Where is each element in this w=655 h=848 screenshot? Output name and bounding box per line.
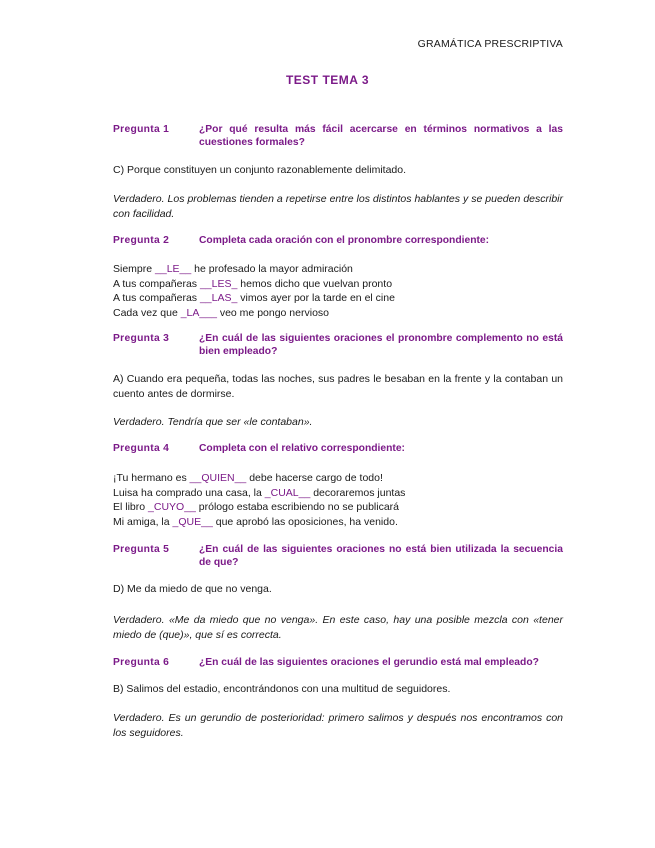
question-heading — [113, 332, 563, 358]
question-text: ¿En cuál de las siguientes oraciones el pronombre complemento no está bien empleado? — [199, 333, 563, 357]
line-suffix: vimos ayer por la tarde en el cine — [237, 292, 395, 304]
line-suffix: debe hacerse cargo de todo! — [246, 472, 383, 484]
fill-in-line — [113, 262, 563, 277]
fill-in-line — [113, 291, 563, 306]
question-text: Completa con el relativo correspondiente: — [199, 443, 405, 454]
line-prefix: El libro — [113, 501, 149, 513]
explanation-6: Verdadero. Es un gerundio de posterioridad: primero salimos y después nos encontramos con los seguidores. — [113, 712, 563, 739]
question-3 — [113, 332, 563, 358]
question-5 — [113, 543, 563, 569]
line-prefix: A tus compañeras — [113, 292, 200, 304]
line-prefix: Luisa ha comprado una casa, la — [113, 486, 265, 499]
question-4 — [113, 442, 563, 455]
filled-blank: _LA___ — [180, 306, 217, 319]
question-text: ¿En cuál de las siguientes oraciones no está bien utilizada la secuencia de que? — [199, 544, 563, 568]
answer-3: A) Cuando era pequeña, todas las noches, sus padres le besaban en la frente y la contaban un cuento antes de dormirse. — [113, 373, 563, 400]
line-suffix: prólogo estaba escribiendo no se publicará — [195, 501, 400, 513]
question-heading — [113, 442, 563, 455]
question-2 — [113, 234, 563, 247]
question-number: Pregunta 4 — [113, 443, 170, 454]
line-suffix: veo me pongo nervioso — [216, 306, 329, 319]
question-heading — [113, 656, 563, 669]
filled-blank: __LE__ — [155, 263, 192, 275]
filled-blank: _CUYO__ — [148, 501, 196, 513]
fill-in-list-4 — [113, 471, 563, 529]
question-1 — [113, 123, 563, 149]
fill-in-line — [113, 306, 563, 321]
fill-in-line — [113, 500, 563, 515]
document-title: TEST TEMA 3 — [285, 73, 370, 87]
page-header-title: GRAMÁTICA PRESCRIPTIVA — [417, 38, 563, 50]
answer-5: D) Me da miedo de que no venga. — [113, 583, 272, 595]
line-prefix: A tus compañeras — [113, 277, 200, 290]
line-prefix: Siempre — [113, 263, 156, 275]
explanation-5: Verdadero. «Me da miedo que no venga». En este caso, hay una posible mezcla con «tener miedo de (que)», que sí es correcta. — [113, 614, 563, 641]
line-suffix: decoraremos juntas — [310, 486, 406, 499]
explanation-3: Verdadero. Tendría que ser «le contaban». — [113, 416, 313, 428]
answer-1: C) Porque constituyen un conjunto razonablemente delimitado. — [113, 164, 407, 176]
question-number: Pregunta 5 — [113, 544, 170, 555]
fill-in-list-2 — [113, 262, 563, 320]
filled-blank: __LAS_ — [199, 292, 238, 304]
filled-blank: _QUE__ — [172, 515, 213, 528]
question-heading — [113, 123, 563, 149]
question-text: Completa cada oración con el pronombre correspondiente: — [199, 235, 490, 246]
answer-6: B) Salimos del estadio, encontrándonos con una multitud de seguidores. — [113, 683, 451, 695]
fill-in-line — [113, 515, 563, 530]
line-suffix: que aprobó las oposiciones, ha venido. — [212, 515, 398, 528]
question-number: Pregunta 6 — [113, 657, 170, 668]
line-suffix: he profesado la mayor admiración — [191, 263, 353, 275]
filled-blank: _CUAL__ — [264, 486, 311, 499]
filled-blank: __QUIEN__ — [189, 472, 247, 484]
explanation-1: Verdadero. Los problemas tienden a repetirse entre los distintos hablantes y se pueden describir con facilidad. — [113, 193, 563, 220]
question-number: Pregunta 1 — [113, 124, 170, 135]
fill-in-line — [113, 277, 563, 292]
question-text: ¿En cuál de las siguientes oraciones el gerundio está mal empleado? — [199, 657, 539, 668]
question-number: Pregunta 3 — [113, 333, 170, 344]
question-heading — [113, 234, 563, 247]
line-prefix: Cada vez que — [113, 306, 181, 319]
question-heading — [113, 543, 563, 569]
question-number: Pregunta 2 — [113, 235, 170, 246]
fill-in-line — [113, 486, 563, 501]
filled-blank: __LES_ — [199, 277, 238, 290]
line-prefix: Mi amiga, la — [113, 515, 173, 528]
question-6 — [113, 656, 563, 669]
fill-in-line — [113, 471, 563, 486]
question-text: ¿Por qué resulta más fácil acercarse en términos normativos a las cuestiones formales? — [199, 124, 563, 148]
line-suffix: hemos dicho que vuelvan pronto — [237, 277, 393, 290]
line-prefix: ¡Tu hermano es — [113, 472, 190, 484]
